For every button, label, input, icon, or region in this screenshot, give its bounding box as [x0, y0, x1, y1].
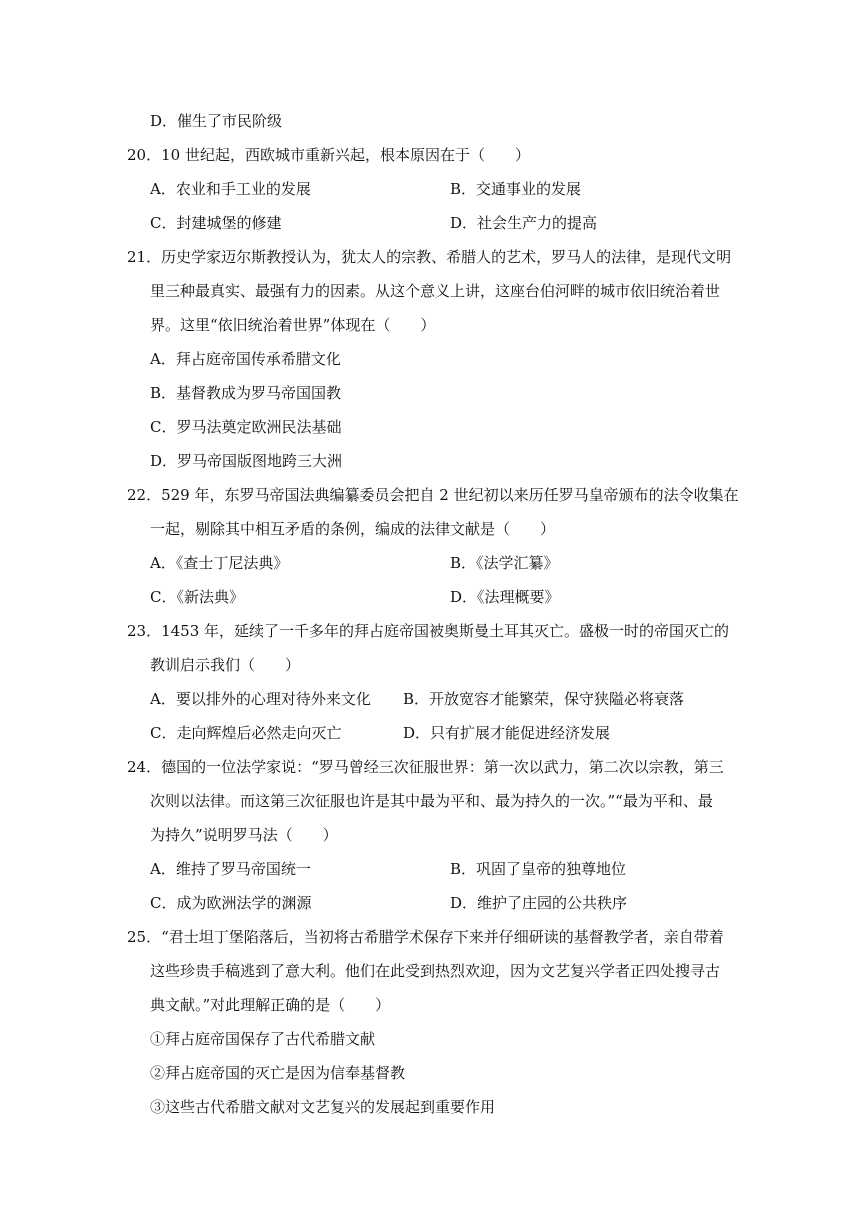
q20-option-b: B．交通事业的发展: [450, 180, 582, 198]
q22-option-d: D．《法理概要》: [450, 588, 560, 606]
q25-item-1: ①拜占庭帝国保存了古代希腊文献: [150, 1030, 376, 1048]
q20-stem: 20．10 世纪起，西欧城市重新兴起，根本原因在于（ ）: [127, 146, 530, 164]
q24-option-a: A．维持了罗马帝国统一: [150, 860, 311, 878]
q24-stem-line-1: 24．德国的一位法学家说：“罗马曾经三次征服世界：第一次以武力，第二次以宗教，第三: [127, 758, 724, 776]
q21-stem-line-2: 里三种最真实、最强有力的因素。从这个意义上讲，这座台伯河畔的城市依旧统治着世: [150, 282, 721, 300]
q21-option-d: D．罗马帝国版图地跨三大洲: [150, 452, 343, 470]
q25-stem-line-2: 这些珍贵手稿逃到了意大利。他们在此受到热烈欢迎，因为文艺复兴学者正四处搜寻古: [150, 962, 721, 980]
q25-stem-line-1: 25．“君士坦丁堡陷落后，当初将古希腊学术保存下来并仔细研读的基督教学者，亲自带着: [127, 928, 724, 946]
q22-stem-line-2: 一起，剔除其中相互矛盾的条例，编成的法律文献是（ ）: [150, 520, 556, 538]
q21-option-a: A．拜占庭帝国传承希腊文化: [150, 350, 341, 368]
q23-option-a: A．要以排外的心理对待外来文化: [150, 690, 371, 708]
q20-option-a: A．农业和手工业的发展: [150, 180, 311, 198]
q22-option-b: B．《法学汇纂》: [450, 554, 559, 572]
q21-stem-line-1: 21．历史学家迈尔斯教授认为，犹太人的宗教、希腊人的艺术，罗马人的法律，是现代文明: [127, 248, 732, 266]
q25-item-2: ②拜占庭帝国的灭亡是因为信奉基督教: [150, 1064, 406, 1082]
q22-stem-line-1: 22．529 年，东罗马帝国法典编纂委员会把自 2 世纪初以来历任罗马皇帝颁布的法令收集在: [127, 486, 739, 504]
q24-option-b: B．巩固了皇帝的独尊地位: [450, 860, 627, 878]
q24-option-c: C．成为欧洲法学的渊源: [150, 894, 312, 912]
q21-option-c: C．罗马法奠定欧洲民法基础: [150, 418, 342, 436]
q25-item-3: ③这些古代希腊文献对文艺复兴的发展起到重要作用: [150, 1098, 496, 1116]
q23-option-d: D．只有扩展才能促进经济发展: [403, 724, 611, 742]
q23-option-b: B．开放宽容才能繁荣，保守狭隘必将衰落: [403, 690, 685, 708]
q25-stem-line-3: 典文献。”对此理解正确的是（ ）: [150, 996, 391, 1014]
q20-option-c: C．封建城堡的修建: [150, 214, 282, 232]
q23-option-c: C．走向辉煌后必然走向灭亡: [150, 724, 342, 742]
q19-option-d: D．催生了市民阶级: [150, 112, 283, 130]
q22-option-a: A．《查士丁尼法典》: [150, 554, 289, 572]
q21-option-b: B．基督教成为罗马帝国国教: [150, 384, 342, 402]
q24-stem-line-2: 次则以法律。而这第三次征服也许是其中最为平和、最为持久的一次。”“最为平和、最: [150, 792, 713, 810]
q23-stem-line-2: 教训启示我们（ ）: [150, 656, 301, 674]
q24-stem-line-3: 为持久”说明罗马法（ ）: [150, 826, 338, 844]
q24-option-d: D．维护了庄园的公共秩序: [450, 894, 628, 912]
q23-stem-line-1: 23．1453 年，延续了一千多年的拜占庭帝国被奥斯曼土耳其灭亡。盛极一时的帝国灭亡的: [127, 622, 730, 640]
q20-option-d: D．社会生产力的提高: [450, 214, 598, 232]
q22-option-c: C．《新法典》: [150, 588, 244, 606]
q21-stem-line-3: 界。这里“依旧统治着世界”体现在（ ）: [150, 316, 436, 334]
